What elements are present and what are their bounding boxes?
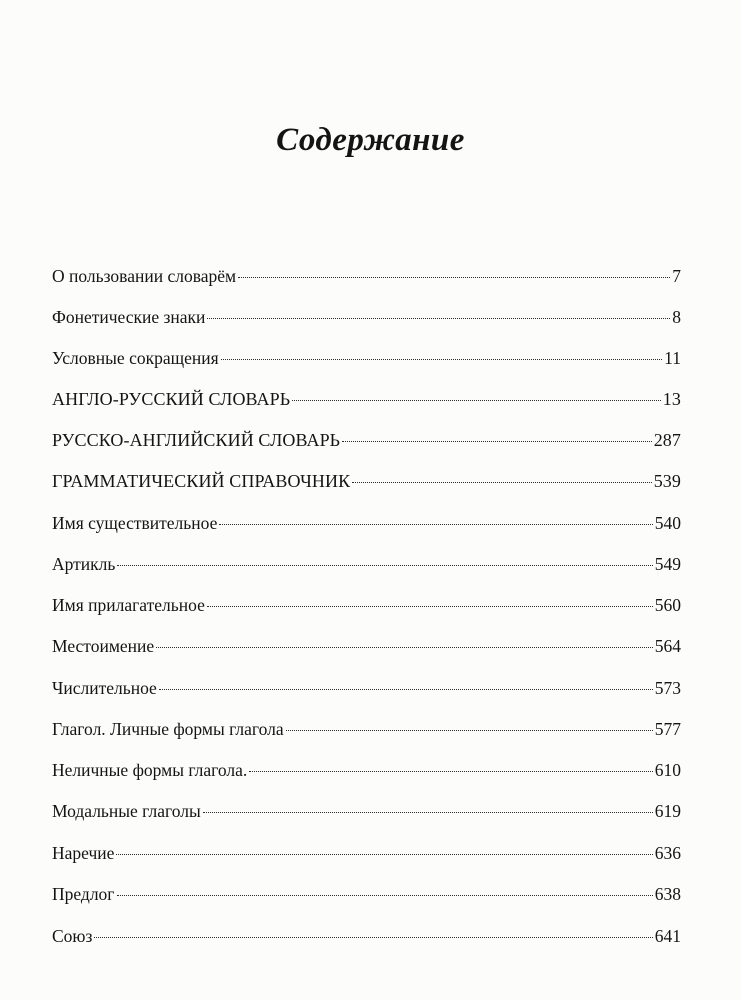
toc-entry[interactable] bbox=[52, 429, 681, 451]
dot-leader bbox=[352, 482, 651, 483]
dot-leader bbox=[94, 937, 652, 938]
toc-entry-label: Неличные формы глагола. bbox=[52, 760, 248, 780]
toc-entry[interactable] bbox=[52, 718, 681, 740]
dot-leader bbox=[207, 318, 670, 319]
dot-leader bbox=[249, 771, 652, 772]
toc-entry[interactable] bbox=[52, 800, 681, 822]
toc-entry[interactable] bbox=[52, 677, 681, 699]
toc-entry-label: Местоимение bbox=[52, 636, 155, 656]
dot-leader bbox=[159, 689, 653, 690]
toc-entry-label: Фонетические знаки bbox=[52, 307, 206, 327]
toc-entry[interactable] bbox=[52, 512, 681, 534]
dot-leader bbox=[203, 812, 653, 813]
toc-entry[interactable] bbox=[52, 306, 681, 328]
toc-entry-label: Артикль bbox=[52, 554, 116, 574]
toc-entry-label: О пользовании словарём bbox=[52, 266, 237, 286]
toc-entry-label: Союз bbox=[52, 926, 93, 946]
toc-entry[interactable] bbox=[52, 883, 681, 905]
toc-entry[interactable] bbox=[52, 388, 681, 410]
toc-entry[interactable] bbox=[52, 925, 681, 947]
toc-entry-label: Условные сокращения bbox=[52, 348, 219, 368]
toc-entry-label: АНГЛО-РУССКИЙ СЛОВАРЬ bbox=[52, 389, 291, 409]
toc-entry-page: 564 bbox=[654, 636, 681, 656]
toc-entry-page: 540 bbox=[654, 513, 681, 533]
toc-entry-label: Имя существительное bbox=[52, 513, 218, 533]
toc-entry-page: 619 bbox=[654, 801, 681, 821]
toc-entry-label: Предлог bbox=[52, 884, 115, 904]
toc-entry-page: 287 bbox=[653, 430, 681, 450]
dot-leader bbox=[156, 647, 653, 648]
toc-entry-page: 577 bbox=[654, 719, 681, 739]
dot-leader bbox=[116, 854, 652, 855]
dot-leader bbox=[286, 730, 653, 731]
toc-entry[interactable] bbox=[52, 842, 681, 864]
toc-entry[interactable] bbox=[52, 759, 681, 781]
toc-entry-label: Числительное bbox=[52, 678, 157, 698]
toc-entry-page: 539 bbox=[653, 471, 681, 491]
toc-entry[interactable] bbox=[52, 594, 681, 616]
dot-leader bbox=[219, 524, 652, 525]
toc-entry-page: 641 bbox=[654, 926, 681, 946]
toc-entry[interactable] bbox=[52, 470, 681, 492]
toc-entry[interactable] bbox=[52, 553, 681, 575]
toc-entry-page: 560 bbox=[654, 595, 681, 615]
toc-entry-page: 7 bbox=[672, 266, 681, 286]
toc-entry-page: 610 bbox=[654, 760, 681, 780]
dot-leader bbox=[207, 606, 653, 607]
toc-entry-page: 638 bbox=[654, 884, 681, 904]
dot-leader bbox=[292, 400, 661, 401]
dot-leader bbox=[117, 895, 653, 896]
toc-entry-label: Модальные глаголы bbox=[52, 801, 201, 821]
toc-entry-label: ГРАММАТИЧЕСКИЙ СПРАВОЧНИК bbox=[52, 471, 351, 491]
toc-entry-page: 11 bbox=[664, 348, 681, 368]
toc-entry-label: Глагол. Личные формы глагола bbox=[52, 719, 284, 739]
dot-leader bbox=[221, 359, 663, 360]
toc-entry-page: 636 bbox=[654, 843, 681, 863]
toc-entry-page: 549 bbox=[654, 554, 681, 574]
dot-leader bbox=[238, 277, 670, 278]
toc-entry-page: 8 bbox=[672, 307, 681, 327]
toc-entry[interactable] bbox=[52, 635, 681, 657]
dot-leader bbox=[117, 565, 652, 566]
toc-entry-label: Имя прилагательное bbox=[52, 595, 205, 615]
toc-entry-page: 573 bbox=[654, 678, 681, 698]
page-title: Содержание bbox=[276, 122, 465, 158]
toc-entry[interactable] bbox=[52, 347, 681, 369]
toc-entry[interactable] bbox=[52, 265, 681, 287]
toc-entry-page: 13 bbox=[662, 389, 681, 409]
toc-entry-label: Наречие bbox=[52, 843, 115, 863]
toc-entry-label: РУССКО-АНГЛИЙСКИЙ СЛОВАРЬ bbox=[52, 430, 341, 450]
dot-leader bbox=[342, 441, 652, 442]
